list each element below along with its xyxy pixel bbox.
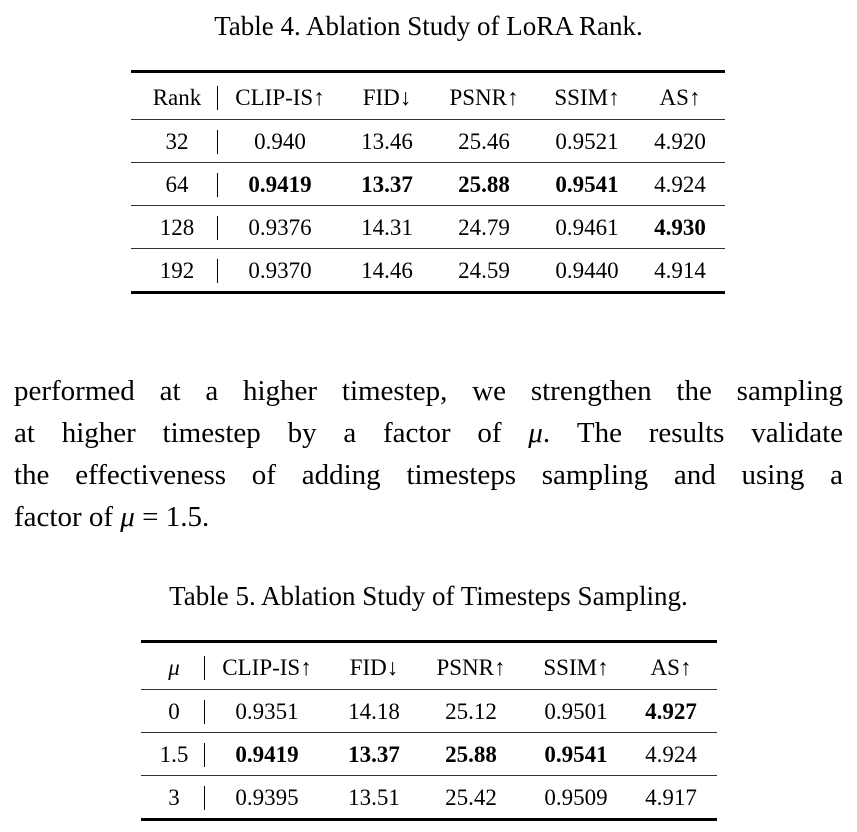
table4-cell-ssim: 0.9461 <box>555 215 619 240</box>
table-row <box>131 249 725 292</box>
table4-caption: Table 4. Ablation Study of LoRA Rank. <box>214 11 643 41</box>
table4-header-psnr: PSNR↑ <box>449 85 519 110</box>
table5-cell-as: 4.917 <box>645 785 697 810</box>
table5-cell-as: 4.924 <box>645 742 697 767</box>
paragraph-line-1: performed at a higher timestep, we strengthen the sampling <box>14 375 843 407</box>
table5-header-fid: FID↓ <box>349 655 399 680</box>
paragraph-line-2 <box>14 412 843 454</box>
table4-cell-psnr: 24.59 <box>458 258 510 283</box>
table-row <box>131 120 725 163</box>
paragraph-line-4-start: factor of <box>14 501 121 533</box>
table5-header-row <box>141 646 717 689</box>
table4-bottom-rule <box>131 291 725 294</box>
table5-header-clip-is: CLIP-IS↑ <box>222 655 312 680</box>
table4-cell-rank: 192 <box>159 258 195 283</box>
table4-header-clip-is: CLIP-IS↑ <box>235 85 325 110</box>
paragraph-line-2-end: . The results validate <box>542 417 843 449</box>
table-row <box>141 776 717 819</box>
table5-cell-ssim: 0.9501 <box>544 699 608 724</box>
table5-header-psnr: PSNR↑ <box>436 655 506 680</box>
table4-cell-fid: 14.31 <box>361 215 413 240</box>
table5-cell-ssim: 0.9541 <box>544 742 608 767</box>
table5-cell-psnr: 25.42 <box>445 785 497 810</box>
table5-header-mu: μ <box>168 655 180 680</box>
table4-cell-ssim: 0.9440 <box>555 258 619 283</box>
table4-cell-clip-is: 0.940 <box>254 129 306 154</box>
table5-cell-fid: 13.51 <box>348 785 400 810</box>
table4-cell-clip-is: 0.9376 <box>248 215 312 240</box>
table4 <box>131 70 725 294</box>
table5-cell-psnr: 25.88 <box>445 742 497 767</box>
body-paragraph <box>14 370 843 538</box>
table5-cell-psnr: 25.12 <box>445 699 497 724</box>
table4-cell-as: 4.924 <box>654 172 706 197</box>
table-row <box>131 206 725 249</box>
table5-header-as: AS↑ <box>650 655 692 680</box>
table5-cell-fid: 13.37 <box>348 742 400 767</box>
table5-cell-as: 4.927 <box>645 699 697 724</box>
paragraph-line-4 <box>14 496 843 538</box>
table4-cell-as: 4.920 <box>654 129 706 154</box>
table5-cell-clip-is: 0.9395 <box>235 785 299 810</box>
table4-cell-as: 4.914 <box>654 258 706 283</box>
table4-cell-ssim: 0.9541 <box>555 172 619 197</box>
table4-cell-psnr: 24.79 <box>458 215 510 240</box>
math-mu: μ <box>120 501 135 533</box>
table4-cell-fid: 13.46 <box>361 129 413 154</box>
table4-header-fid: FID↓ <box>362 85 412 110</box>
math-mu: μ <box>528 417 543 449</box>
table4-cell-clip-is: 0.9419 <box>248 172 312 197</box>
table5-bottom-rule <box>141 818 717 821</box>
paragraph-line-4-end: = 1.5. <box>134 501 210 533</box>
table-row <box>131 163 725 206</box>
table4-cell-clip-is: 0.9370 <box>248 258 312 283</box>
table5-caption: Table 5. Ablation Study of Timesteps Sampling. <box>169 581 688 611</box>
table4-header-rank: Rank <box>152 85 202 110</box>
table-row <box>141 690 717 733</box>
table4-cell-psnr: 25.46 <box>458 129 510 154</box>
table4-cell-rank: 32 <box>165 129 189 154</box>
table4-cell-rank: 64 <box>165 172 189 197</box>
table4-header-as: AS↑ <box>659 85 701 110</box>
table5 <box>141 640 717 821</box>
table4-cell-rank: 128 <box>159 215 195 240</box>
table4-cell-psnr: 25.88 <box>458 172 510 197</box>
table4-cell-fid: 13.37 <box>361 172 413 197</box>
table5-cell-mu: 3 <box>168 785 180 810</box>
table4-cell-ssim: 0.9521 <box>555 129 619 154</box>
table5-header-ssim: SSIM↑ <box>543 655 609 680</box>
table4-cell-fid: 14.46 <box>361 258 413 283</box>
paragraph-line-3: the effectiveness of adding timesteps sampling and using a <box>14 459 843 491</box>
table5-top-rule <box>141 640 717 643</box>
paragraph-line-2-start: at higher timestep by a factor of <box>14 417 529 449</box>
table5-cell-mu: 0 <box>168 699 180 724</box>
table4-header-ssim: SSIM↑ <box>554 85 620 110</box>
table5-cell-fid: 14.18 <box>348 699 400 724</box>
table4-cell-as: 4.930 <box>654 215 706 240</box>
table-row <box>141 733 717 776</box>
table5-cell-clip-is: 0.9351 <box>235 699 299 724</box>
table5-cell-mu: 1.5 <box>159 742 189 767</box>
table4-top-rule <box>131 70 725 73</box>
table5-cell-ssim: 0.9509 <box>544 785 608 810</box>
table5-cell-clip-is: 0.9419 <box>235 742 299 767</box>
table4-header-row <box>131 76 725 119</box>
